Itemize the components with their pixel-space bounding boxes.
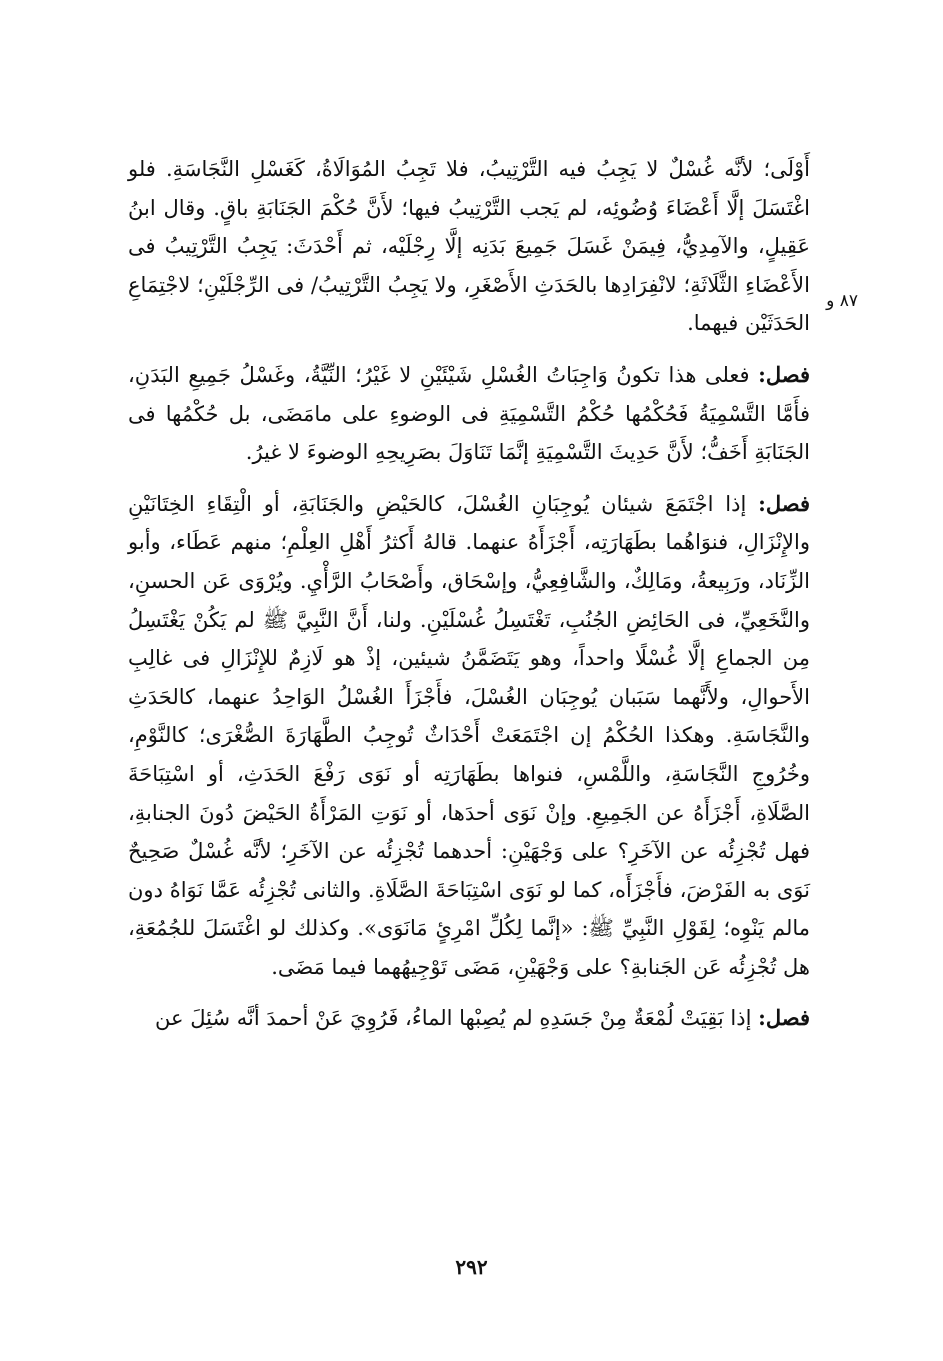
page-number: ٢٩٢ [455, 1255, 488, 1279]
paragraph-heading: فصل: [758, 361, 810, 387]
paragraph-text: فعلى هذا تكونُ وَاجِبَاتُ الغُسْلِ شَيْئَيْنِ لا غَيْرُ؛ النِّيَّةُ، وغَسْلُ جَمِيعِ البَدَنِ، فأَمَّا التَّسْمِيَةُ فَحُكْمُها حُكْمُ التَّسْمِيَةِ فى الوضوءِ على مامَضَى، بل حُكْمُها فى الجَنَابَةِ أَخَفُّ؛ لأَنَّ حَدِيثَ التَّسْمِيَةِ إنَّمَا تَنَاوَلَ بصَرِيحِهِ الوضوءَ لا غيرُ. [128, 362, 810, 465]
margin-folio-note: ٨٧ و [826, 291, 858, 311]
paragraph-3 [128, 485, 810, 987]
paragraph-text: إذا بَقِيَتْ لُمْعَةٌ مِنْ جَسَدِهِ لم يُصِبْها الماءُ، فَرُوِيَ عَنْ أحمدَ أنَّه سُئِلَ عن [155, 1006, 752, 1031]
page-body [128, 150, 810, 1038]
paragraph-text: إذا اجْتَمَعَ شيئان يُوجِبَانِ الغُسْلَ، كالحَيْضِ والجَنَابَةِ، أو الْتِقَاءِ الخِتَانَيْنِ والإِنْزَالِ، فنوَاهُما بطَهَارَتِه، أَجْزَأَهُ عنهما. قالهُ أَكثرُ أَهْلِ العِلْمِ؛ منهم عَطَاء، وأبو الزِّنَاد، ورَبِيعةُ، ومَالِكٌ، والشَّافِعِيُّ، وإسْحَاق، وأَصْحَابُ الرَّأْيِ. ويُرْوَى عَن الحسنِ، والنَّخَعِيِّ، فى الحَائِضِ الجُنُبِ، تَغْتَسِلُ غُسْلَيْنِ. ولنا، أَنَّ النَّبِيَّ ﷺ لم يَكُنْ يَغْتَسِلُ مِن الجماعِ إلَّا غُسْلًا واحداً، وهو يَتَضَمَّنُ شيئين، إذْ هو لَازِمٌ للإِنْزَالِ فى غالِبِ الأَحوالِ، ولأَنَّهما سَبَبان يُوجِبَان الغُسْلَ، فأَجْزَأَ الغُسْلُ الوَاحِدُ عنهما، كالحَدَثِ والنَّجَاسَةِ. وهكذا الحُكْمُ إن اجْتَمَعَتْ أَحْدَاثٌ تُوجِبُ الطَّهَارَةَ الصُّغْرَى؛ كالنَّوْمِ، وخُرُوجِ النَّجَاسَةِ، واللَّمْسِ، فنواها بطَهَارَتِه أو نَوَى رَفْعَ الحَدَثِ، أو اسْتِبَاحَةَ الصَّلَاةِ، أَجْزَأَهُ عن الجَمِيعِ. وإنْ نَوَى أحدَها، أو نَوَتِ المَرْأَةُ الحَيْضَ دُونَ الجنابةِ، فهل تُجْزِئُه عن الآخَرِ؟ على وَجْهَيْنِ: أحدهما تُجْزِئُه عن الآخَرِ؛ لأنَّه غُسْلٌ صَحِيحٌ نَوَى به الفَرْضَ، فأَجْزَأَه، كما لو نَوَى اسْتِبَاحَةَ الصَّلَاةِ. والثانى تُجْزِئُه عَمَّا نَوَاهُ دون مالم يَنْوِه؛ لِقَوْلِ النَّبِيِّ ﷺ: «إنَّما لِكُلِّ امْرِئٍ مَانَوَى». وكذلك لو اغْتَسَلَ للجُمُعَةِ، هل تُجْزِئُه عَن الجَنابةِ؟ على وَجْهَيْنِ، مَضَى تَوْجِيهُهما فيما مَضَى. [128, 491, 810, 979]
paragraph-heading: فصل: [758, 490, 810, 516]
paragraph-2 [128, 356, 810, 472]
paragraph-1 [128, 150, 810, 343]
paragraph-4 [128, 999, 810, 1038]
paragraph-text: أَوْلَى؛ لأنَّه غُسْلٌ لا يَجِبُ فيه التَّرْتِيبُ، فلا تَجِبُ المُوَالَاةُ، كَغَسْلِ النَّجَاسَةِ. فلو اغْتَسَلَ إلَّا أَعْضَاءَ وُضُوئِه، لم يَجب التَّرْتِيبُ فيها؛ لأَنَّ حُكْمَ الجَنَابَةِ باقٍ. وقال ابنُ عَقِيلٍ، والآمِدِيُّ، فِيمَنْ غَسَلَ جَمِيعَ بَدَنِه إلَّا رِجْلَيْه، ثم أَحْدَثَ: يَجِبُ التَّرْتِيبُ فى الأَعْضَاءِ الثَّلَاثَةِ؛ لانْفِرَادِها بالحَدَثِ الأَصْغَرِ، ولا يَجِبُ التَّرْتِيبُ/ فى الرِّجْلَيْنِ؛ لاجْتِمَاعِ الحَدَثَيْن فيهما. [128, 157, 810, 336]
paragraph-heading: فصل: [758, 1005, 810, 1031]
